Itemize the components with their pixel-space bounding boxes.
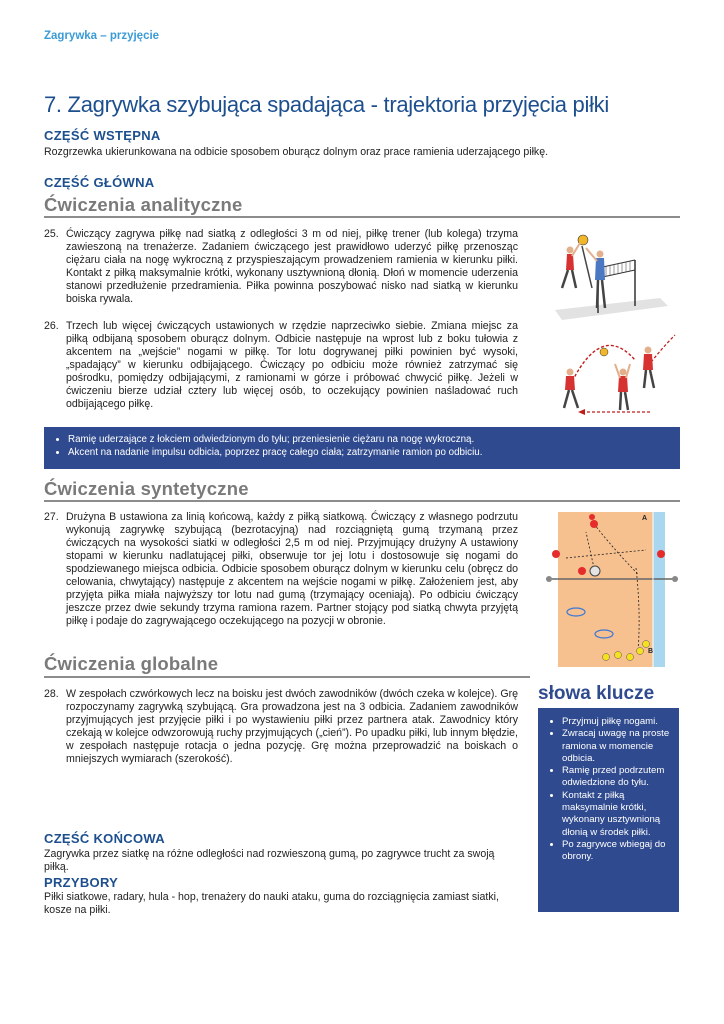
global-heading: Ćwiczenia globalne: [44, 653, 219, 674]
section-rule: [44, 216, 680, 218]
note-item: • Ramię uderzające z łokciem odwiedzionym do tyłu; przeniesienie ciężaru na nogę wykroczną.: [68, 434, 680, 447]
exercise-26: [44, 320, 518, 411]
final-part-text: Zagrywka przez siatkę na różne odległości nad rozwieszoną gumą, po zagrywce trucht za swoją piłką.: [44, 848, 495, 873]
net-post-icon: [672, 576, 678, 582]
team-b-label: B: [648, 648, 654, 655]
page-title: 7. Zagrywka szybująca spadająca - trajektoria przyjęcia piłki: [44, 92, 609, 117]
intro-heading: CZĘŚĆ WSTĘPNA: [44, 128, 161, 143]
keyword-item: • Przyjmuj piłkę nogami.: [562, 716, 673, 728]
team-a-label: A: [642, 515, 648, 522]
net-post-icon: [546, 576, 552, 582]
keywords-box: [538, 708, 679, 912]
keywords-title: słowa klucze: [538, 683, 655, 704]
player-figure-icon: [643, 347, 654, 389]
ball-icon: [615, 652, 622, 659]
player-figure-icon: [615, 364, 630, 410]
exercise-number: 28.: [44, 688, 59, 700]
ball-icon: [637, 648, 644, 655]
player-marker: [590, 520, 598, 528]
player-marker: [552, 550, 560, 558]
intro-text: Rozgrzewka ukierunkowana na odbicie sposobem oburącz dolnym oraz prace ramienia uderzającego piłkę.: [44, 146, 549, 158]
keyword-item: • Zwracaj uwagę na proste ramiona w momencie odbicia.: [562, 728, 673, 765]
keyword-item: • Kontakt z piłką maksymalnie krótki, wykonany usztywnioną dłonią w środek piłki.: [562, 790, 673, 839]
synthetic-heading: Ćwiczenia syntetyczne: [44, 478, 249, 499]
main-part-heading: CZĘŚĆ GŁÓWNA: [44, 175, 155, 190]
court-half-a: [558, 512, 653, 667]
final-part-heading: CZĘŚĆ KOŃCOWA: [44, 831, 165, 846]
player-marker: [578, 567, 586, 575]
running-head: Zagrywka – przyjęcie: [44, 30, 160, 42]
exercise-number: 27.: [44, 511, 59, 523]
target-hoop-icon: [590, 566, 600, 576]
passing-illustration: [540, 330, 690, 420]
ball-icon: [600, 348, 608, 356]
exercise-number: 25.: [44, 228, 59, 240]
exercise-number: 26.: [44, 320, 59, 332]
exercise-text: W zespołach czwórkowych lecz na boisku jest dwóch zawodników (dwóch czeka w kolejce). Grę rozpoczynamy zagrywką szybującą. Gra prowadzona jest na 3 odbicia. Zadaniem zawodników przyjmujących jest przyjęcie piłki i po wystawieniu piłki przez partnera atak. Zawodnicy który czekają w kolejce odwzorowują ruchy przyjmujących („cień”). Po upadku piłki, lub innym błędzie, w zespołach następuje rotacja o jedna pozycję. Grę można przeprowadzić na boiskach o mniejszych wymiarach (szerokość).: [66, 688, 518, 765]
equipment-heading: PRZYBORY: [44, 875, 119, 890]
keyword-item: • Ramię przed podrzutem odwiedzione do tyłu.: [562, 765, 673, 790]
ball-icon: [643, 641, 650, 648]
court-sideline-zone: [653, 512, 665, 667]
court-diagram: [546, 512, 678, 667]
exercise-27: [44, 511, 518, 628]
note-item: • Akcent na nadanie impulsu odbicia, poprzez pracę całego ciała; zatrzymanie ramion po odbiciu.: [68, 447, 680, 460]
spike-trainer-illustration: [540, 228, 670, 320]
player-marker: [657, 550, 665, 558]
exercise-text: Drużyna B ustawiona za linią końcową, każdy z piłką siatkową. Ćwiczący z własnego podrzutu wykonują zagrywkę szybującą (bezrotacyjną) nad rozciągniętą gumą trzymaną przez ćwiczących na wysokości siatki w odległości 2,5 m od niej. Przyjmujący drużyny A ustawiony stopami w kierunku nadlatującej piłki, obserwuje tor jej lotu i dostosowuje się nogami do spodziewanego miejsca odbicia. Odbicie sposobem oburącz dolnym w kierunku celu (obręcz do celowania, chwytający) następuje z akcentem na wejście nogami w piłkę. Założeniem jest, aby przyjęta piłka miała najwyższy tor lotu nad gumą (trzymający oceniają). Po odbiciu ćwiczący jeszcze przez dwie sekundy trzyma ramiona razem. Partner stojący pod siatką chwyta przyjętą piłkę i podaje do zagrywającego oczekującego na pozycji w obronie.: [66, 511, 518, 627]
ball-icon: [627, 654, 634, 661]
player-marker: [589, 514, 595, 520]
ball-icon: [603, 654, 610, 661]
exercise-text: Ćwiczący zagrywa piłkę nad siatką z odległości 3 m od niej, piłkę trener (lub kolega) trzyma zawieszoną na trenażerze. Zadaniem ćwiczącego jest prawidłowo uderzyć piłkę przenosząc ciężaru ciała na nogę wykroczną z przyspieszającym prowadzeniem ramienia w kierunku piłki. Kontakt z piłką maksymalnie krótki, wykonany usztywnioną dłonią. Dłoń w momencie uderzenia stanowi przedłużenie przedramienia. Piłka powinna poszybować nisko nad siatką w kierunku boiska rywala.: [66, 228, 518, 305]
coaching-notes-box: [44, 427, 680, 469]
section-rule: [44, 676, 530, 678]
keyword-item: • Po zagrywce wbiegaj do obrony.: [562, 839, 673, 864]
analytic-heading: Ćwiczenia analityczne: [44, 194, 243, 215]
exercise-text: Trzech lub więcej ćwiczących ustawionych w rzędzie naprzeciwko siebie. Zmiana miejsc za piłką odbijaną sposobem oburącz dolnym. Odbicie następuje na wprost lub z boku tułowia z akcentem na „wejście” nogami w piłkę. Tor lotu dogrywanej piłki powinien być wysoki, „spadający” w kierunku odbijającego. Ćwiczący po odbiciu może również zatrzymać się pośrodku, pomiędzy odbijającymi, z ramionami w górze i próbować chwycić piłkę. Jeżeli w ćwiczeniu bierze udział cztery lub więcej osób, to oczekujący powinien naśladować ruch odbijającego piłkę.: [66, 320, 518, 410]
arrow-icon: [578, 409, 585, 415]
exercise-28: [44, 688, 518, 766]
exercise-25: [44, 228, 518, 306]
section-rule: [44, 500, 680, 502]
equipment-text: Piłki siatkowe, radary, hula - hop, trenażery do nauki ataku, guma do rozciągnięcia zamiast siatki, kosze na piłki.: [44, 891, 499, 916]
